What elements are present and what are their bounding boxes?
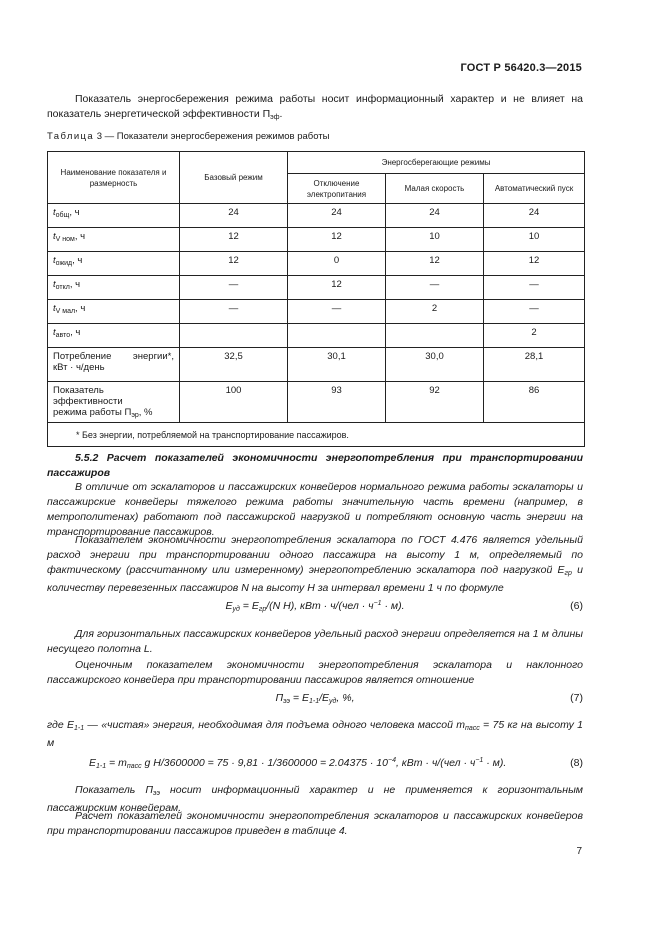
cell-value: 28,1 (484, 348, 585, 382)
cell-value: 30,0 (386, 348, 484, 382)
document-page: ГОСТ Р 56420.3—2015 Показатель энергосбережения режима работы носит информационный характер и не влияет на показатель энергетической эффективности $П_{эф}$. Таблица 3 — Показатели энергосбережения режимов работы Наименование показателя и размерность Базовый режим Энергосберегающие режимы Отключение электропитания Малая скорость Автоматический пуск $t_{общ}$, ч 24 24 24 24 $t_{V ном}$, ч 12 12 10 10 $t_{ожид}$, ч 12 0 12 12 $t_{откл}$, ч — 12 — — $t_{V мал}$, ч — — 2 — $t_{авто}$, ч 2 Потребление энергии*, кВт · ч/день 32,5 30,1 30,0 28,1 Показатель эффективности режима работы $П_{эр}$, % 100 93 92 86 * Без энергии, потребляемой на транспортирование пассажиров. 5.5.2 Расчет показателей экономичности энергопотребления при транспортировании пассажиров В отличие от эскалаторов и пассажирских конвейеров нормального режима работы эскалаторы и пассажирские конвейеры тяжелого режима работы значительную часть времени (например, в метрополитенах) работают под пассажирской нагрузкой и потребляют основную часть энергии на транспортирование пассажиров. Показателем экономичности энергопотребления эскалатора по ГОСТ 4.476 является удельный расход энергии при транспортировании одного пассажира на высоту 1 м, определяемый по фактическому (рассчитанному или измеренному) энергопотреблению эскалатора под нагрузкой $E_{гр}$ и количеству перевезенных пассажиров N на высоту H за интервал времени 1 ч по формуле $E_{уд} = E_{гр}/(N$ H), кВт · $ч/(чел \cdot ч^{-1} \cdot м)$. (6) Для горизонтальных пассажирских конвейеров удельный расход энергии определяется на 1 м длины несущего полотна L. Оценочным показателем экономичности энергопотребления эскалатора и наклонного пассажирского конвейера при транспортировании пассажиров является отношение $П_{ээ} = E_{1-1}/E_{уд}$, %, (7) где $E_{1-1}$ — «чистая» энергия, необходимая для подъема одного человека массой $m_{пасс} = 75$ кг на высоту 1 м $E_{1-1} = m_{пасс}$ g $H/3600000 = 75 \cdot 9,81 \cdot 1/3600000 = 2.04375 \cdot 10^{-4}$, кВт · $ч/(чел \cdot ч^{-1} \cdot м)$. (8) Показатель $П_{ээ}$ носит информационный характер и не применяется к горизонтальным пассажирским конвейерам. Расчет показателей экономичности энергопотребления эскалаторов и пассажирских конвейеров при транспортировании пассажиров приведен в таблице 4. 7 (0, 0, 661, 935)
row-label: Потребление энергии*, кВт · ч/день (48, 348, 180, 382)
table-row (48, 276, 585, 300)
col-power-off-header: Отключение электропитания (288, 174, 386, 204)
section-paragraph: Расчет показателей экономичности энергопотребления эскалаторов и пассажирских конвейеров при транспортировании пассажиров приведен в таблице 4. (47, 810, 583, 837)
cell-value: — (180, 276, 288, 300)
cell-value: 24 (180, 204, 288, 228)
cell-value: 32,5 (180, 348, 288, 382)
table-caption: Таблица 3 — Показатели энергосбережения режимов работы (47, 131, 330, 142)
section-paragraph: В отличие от эскалаторов и пассажирских конвейеров нормального режима работы эскалаторы и пассажирские конвейеры тяжелого режима работы значительную часть времени (например, в метрополитенах) работают под пассажирской нагрузкой и потребляют основную часть энергии на транспортирование пассажиров. (47, 481, 583, 538)
row-label: $t_{авто}$, ч (48, 324, 180, 348)
cell-value: — (484, 276, 585, 300)
cell-value: 12 (180, 228, 288, 252)
table-row (48, 324, 585, 348)
cell-value: 93 (288, 382, 386, 423)
cell-value: 12 (288, 276, 386, 300)
row-label: $t_{откл}$, ч (48, 276, 180, 300)
section-paragraph: Оценочным показателем экономичности энергопотребления эскалатора и наклонного пассажирского конвейера при транспортировании пассажиров является отношение (47, 659, 583, 686)
cell-value: 0 (288, 252, 386, 276)
cell-value (180, 324, 288, 348)
row-label: Показатель эффективности режима работы $П_{эр}$, % (48, 382, 180, 423)
row-label: $t_{ожид}$, ч (48, 252, 180, 276)
cell-value: 24 (484, 204, 585, 228)
where-clause: где $E_{1-1}$ — «чистая» энергия, необходимая для подъема одного человека массой $m_{пасс} = 75$ кг на высоту 1 м (47, 719, 583, 749)
equation-number: (6) (570, 600, 583, 612)
efficiency-row (48, 382, 585, 423)
cell-value: 12 (288, 228, 386, 252)
col-name-header: Наименование показателя и размерность (48, 152, 180, 204)
cell-value: 24 (288, 204, 386, 228)
cell-value: 12 (180, 252, 288, 276)
section-paragraph: Показатель $П_{ээ}$ носит информационный характер и не применяется к горизонтальным пассажирским конвейерам. (47, 784, 584, 814)
cell-value: — (180, 300, 288, 324)
cell-value: 12 (484, 252, 585, 276)
page-number: 7 (576, 846, 582, 857)
intro-paragraph: Показатель энергосбережения режима работы носит информационный характер и не влияет на показатель энергетической эффективности $П_{эф}$. (47, 93, 583, 121)
table-footnote: * Без энергии, потребляемой на транспортирование пассажиров. (48, 423, 585, 447)
table-header-row (48, 152, 585, 174)
cell-value: 10 (386, 228, 484, 252)
cell-value (288, 324, 386, 348)
col-auto-header: Автоматический пуск (484, 174, 585, 204)
section-title: 5.5.2 Расчет показателей экономичности энергопотребления при транспортировании пассажиров (47, 452, 583, 479)
section-paragraph: Показателем экономичности энергопотребления эскалатора по ГОСТ 4.476 является удельный расход энергии при транспортировании одного пассажира на высоту 1 м, определяемый по фактическому (рассчитанному или измеренному) энергопотреблению эскалатора под нагрузкой $E_{гр}$ и количеству перевезенных пассажиров N на высоту H за интервал времени 1 ч по формуле (47, 534, 583, 594)
equation-number: (7) (570, 692, 583, 704)
row-label: $t_{V ном}$, ч (48, 228, 180, 252)
row-label: $t_{общ}$, ч (48, 204, 180, 228)
table-row (48, 252, 585, 276)
cell-value: 30,1 (288, 348, 386, 382)
section-paragraph: Для горизонтальных пассажирских конвейеров удельный расход энергии определяется на 1 м длины несущего полотна L. (47, 628, 583, 655)
col-group-header: Энергосберегающие режимы (288, 152, 585, 174)
equation-number: (8) (570, 757, 583, 769)
table-footnote-row (48, 423, 585, 447)
col-base-header: Базовый режим (180, 152, 288, 204)
table-row (48, 204, 585, 228)
cell-value: 10 (484, 228, 585, 252)
cell-value: — (386, 276, 484, 300)
cell-value (386, 324, 484, 348)
energy-saving-table (47, 151, 585, 447)
cell-value: 24 (386, 204, 484, 228)
cell-value: 100 (180, 382, 288, 423)
cell-value: 12 (386, 252, 484, 276)
col-low-speed-header: Малая скорость (386, 174, 484, 204)
cell-value: 86 (484, 382, 585, 423)
cell-value: 2 (484, 324, 585, 348)
document-code: ГОСТ Р 56420.3—2015 (460, 62, 582, 74)
row-label: $t_{V мал}$, ч (48, 300, 180, 324)
cell-value: — (484, 300, 585, 324)
table-row (48, 300, 585, 324)
energy-consumption-row (48, 348, 585, 382)
cell-value: 92 (386, 382, 484, 423)
table-row (48, 228, 585, 252)
cell-value: — (288, 300, 386, 324)
cell-value: 2 (386, 300, 484, 324)
